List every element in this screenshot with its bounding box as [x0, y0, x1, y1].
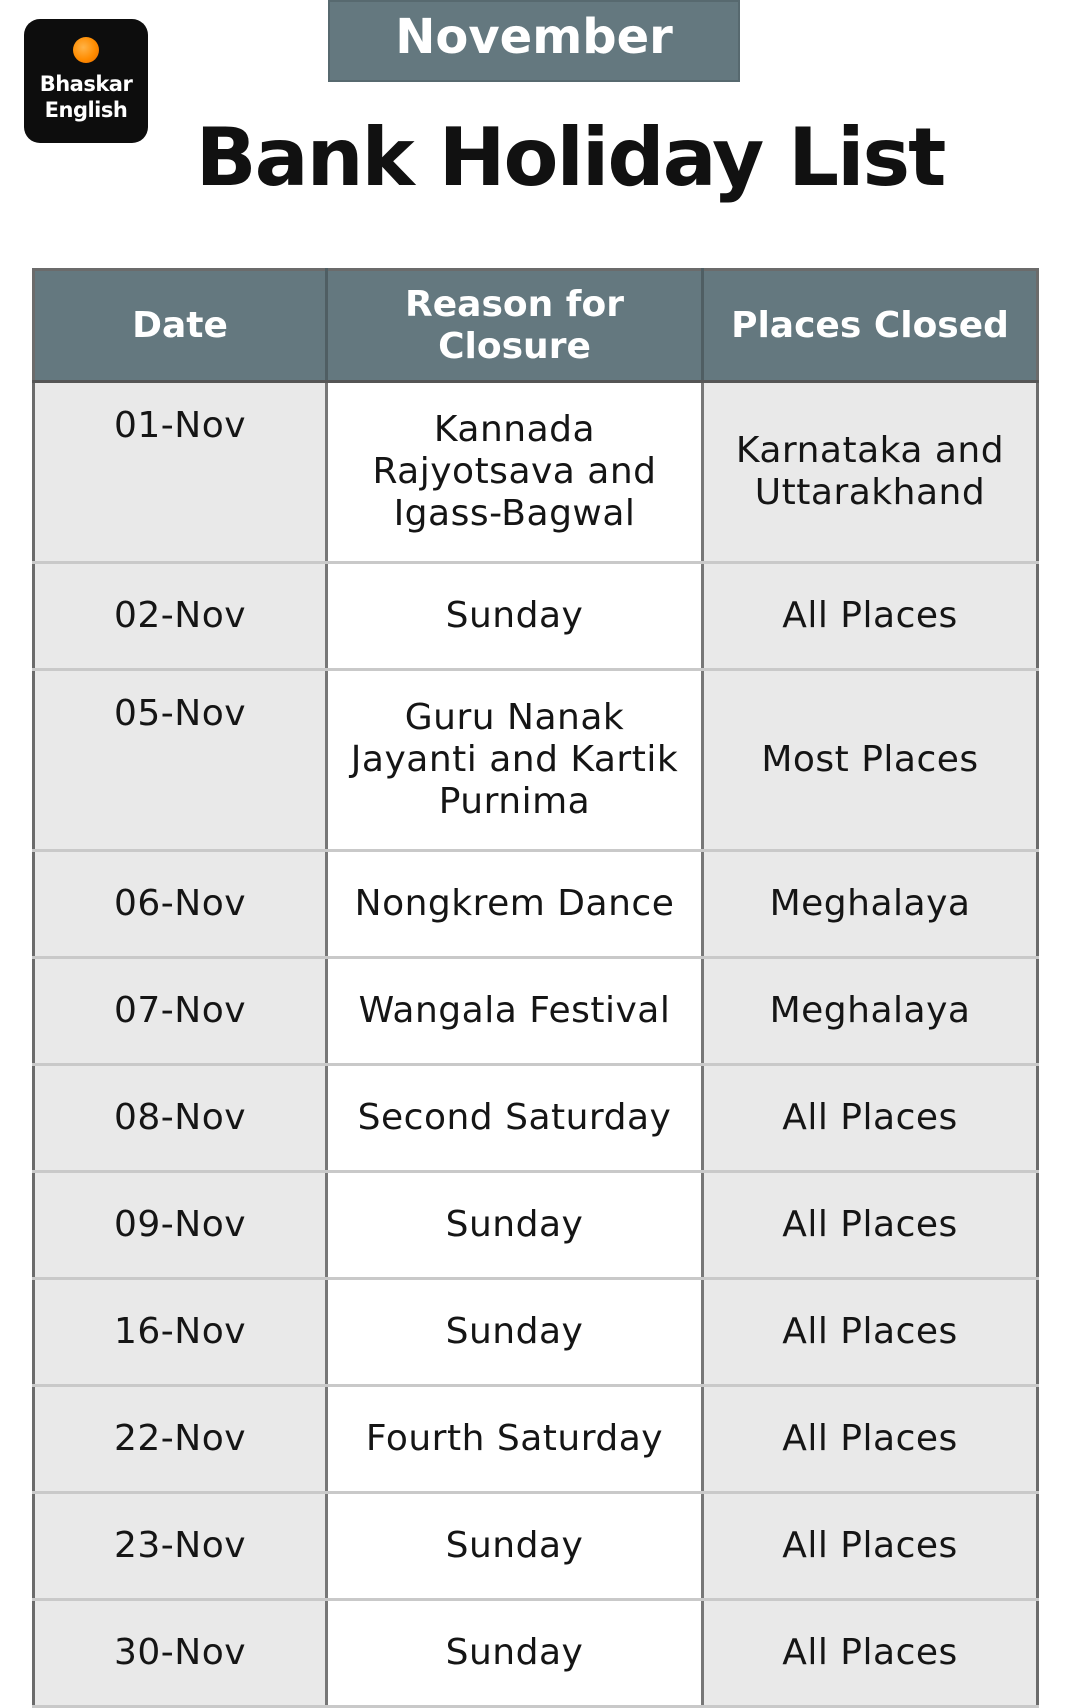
reason-cell: Wangala Festival: [327, 958, 703, 1065]
places-cell: Karnataka and Uttarakhand: [703, 382, 1038, 563]
table-row: [34, 1065, 1038, 1172]
places-cell: Meghalaya: [703, 851, 1038, 958]
reason-cell: Sunday: [327, 1493, 703, 1600]
date-cell: 05-Nov: [34, 670, 327, 851]
date-cell: 07-Nov: [34, 958, 327, 1065]
table-row: [34, 1279, 1038, 1386]
places-cell: Meghalaya: [703, 958, 1038, 1065]
table-row: [34, 1493, 1038, 1600]
reason-cell: Nongkrem Dance: [327, 851, 703, 958]
page-title: Bank Holiday List: [195, 111, 945, 204]
table-row: [34, 851, 1038, 958]
column-header-places: Places Closed: [703, 270, 1038, 382]
date-cell: 01-Nov: [34, 382, 327, 563]
table-row: [34, 382, 1038, 563]
reason-cell: Sunday: [327, 1279, 703, 1386]
table-row: [34, 1600, 1038, 1707]
places-cell: All Places: [703, 1386, 1038, 1493]
date-cell: 09-Nov: [34, 1172, 327, 1279]
reason-cell: Sunday: [327, 1600, 703, 1707]
places-cell: All Places: [703, 1279, 1038, 1386]
table-row: [34, 1386, 1038, 1493]
date-cell: 08-Nov: [34, 1065, 327, 1172]
table-row: [34, 563, 1038, 670]
date-cell: 02-Nov: [34, 563, 327, 670]
table-row: [34, 670, 1038, 851]
places-cell: All Places: [703, 563, 1038, 670]
reason-cell: Guru Nanak Jayanti and Kartik Purnima: [327, 670, 703, 851]
logo-text-line1: Bhaskar: [39, 72, 133, 96]
reason-cell: Sunday: [327, 563, 703, 670]
holiday-table: [32, 268, 1039, 1708]
places-cell: All Places: [703, 1172, 1038, 1279]
date-cell: 23-Nov: [34, 1493, 327, 1600]
table-row: [34, 958, 1038, 1065]
table-row: [34, 1172, 1038, 1279]
places-cell: All Places: [703, 1065, 1038, 1172]
month-banner: November: [328, 0, 740, 82]
places-cell: Most Places: [703, 670, 1038, 851]
table-header-row: [34, 270, 1038, 382]
column-header-date: Date: [34, 270, 327, 382]
reason-cell: Fourth Saturday: [327, 1386, 703, 1493]
date-cell: 06-Nov: [34, 851, 327, 958]
column-header-reason: Reason for Closure: [327, 270, 703, 382]
logo-text-line2: English: [44, 98, 128, 122]
reason-cell: Second Saturday: [327, 1065, 703, 1172]
reason-cell: Kannada Rajyotsava and Igass-Bagwal: [327, 382, 703, 563]
bhaskar-english-logo: [24, 19, 148, 143]
places-cell: All Places: [703, 1600, 1038, 1707]
sun-dot-icon: [73, 37, 99, 63]
date-cell: 30-Nov: [34, 1600, 327, 1707]
date-cell: 22-Nov: [34, 1386, 327, 1493]
reason-cell: Sunday: [327, 1172, 703, 1279]
date-cell: 16-Nov: [34, 1279, 327, 1386]
places-cell: All Places: [703, 1493, 1038, 1600]
